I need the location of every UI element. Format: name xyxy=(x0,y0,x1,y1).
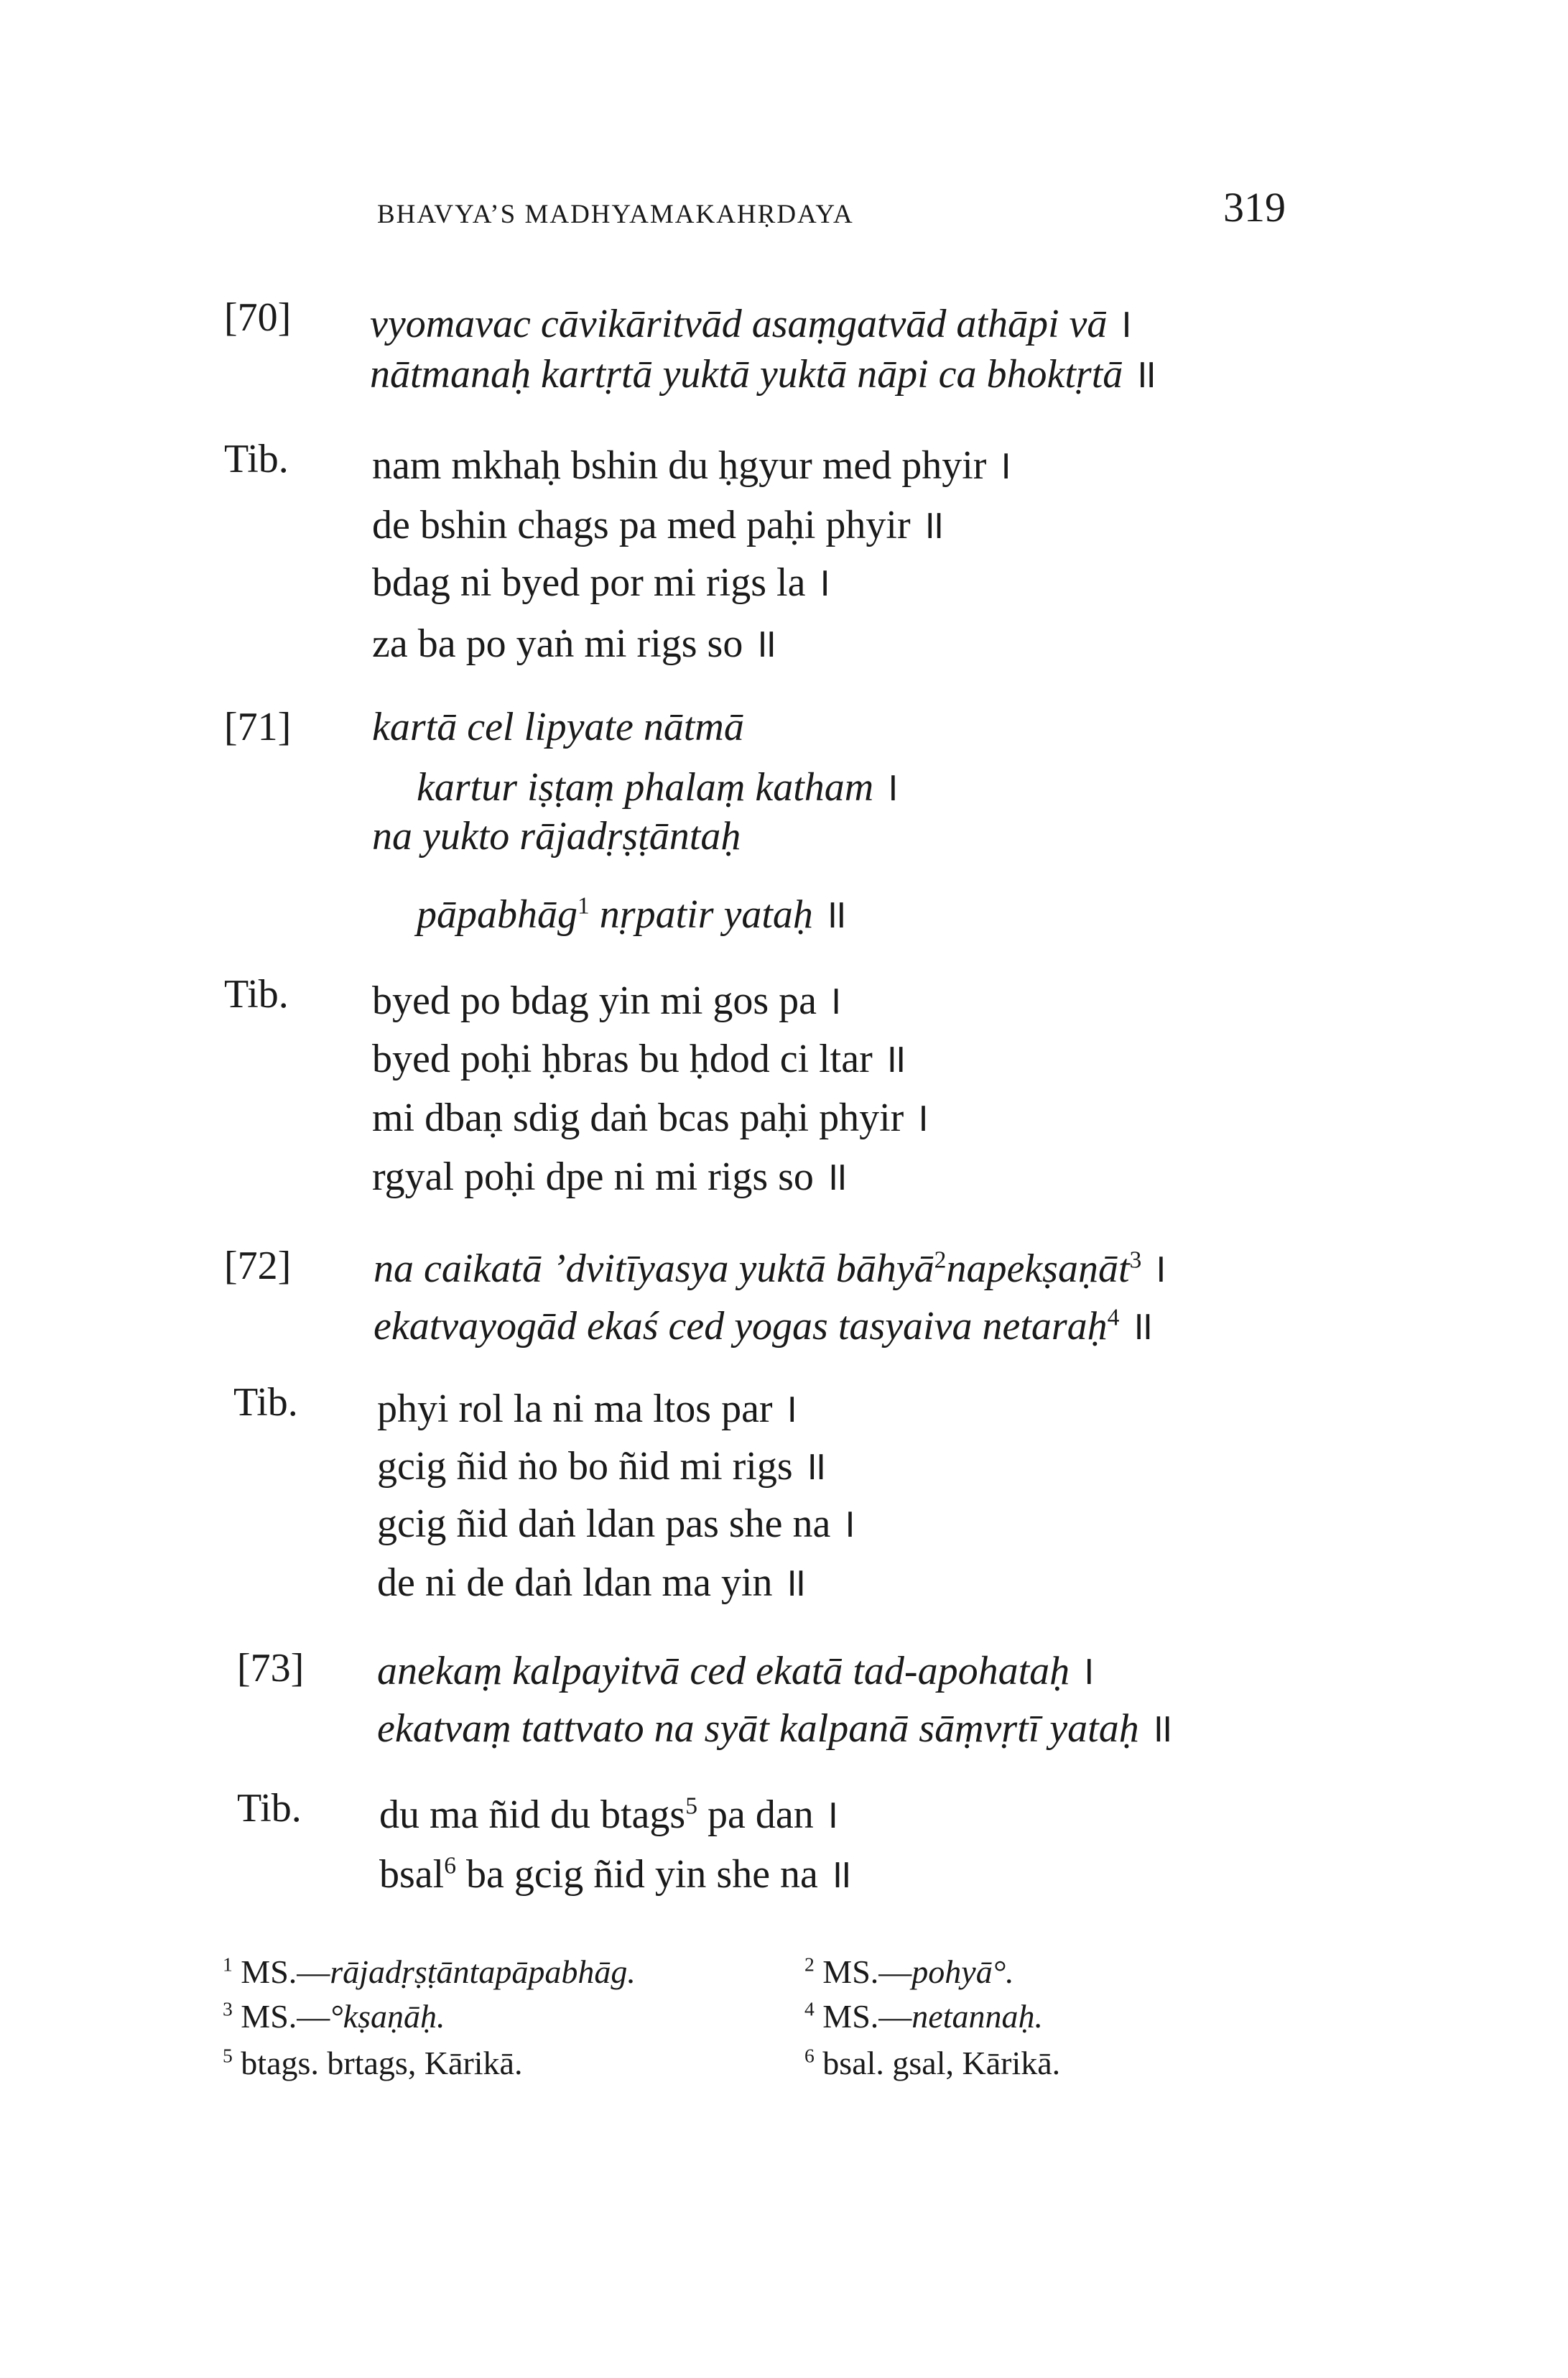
tibetan-line: bdag ni byed por mi rigs la । xyxy=(372,560,831,605)
footnote: $^4$ MS.—netannaḥ. xyxy=(804,1997,1043,2035)
sanskrit-line: kartā cel lipyate nātmā xyxy=(372,705,744,749)
tibetan-line: byed po bdag yin mi gos pa । xyxy=(372,979,843,1023)
verse-label: Tib. xyxy=(224,972,289,1017)
sanskrit-line: na yukto rājadṛṣṭāntaḥ xyxy=(372,814,741,859)
tibetan-line: de ni de daṅ ldan ma yin ॥ xyxy=(377,1560,807,1605)
tibetan-line: phyi rol la ni ma ltos par । xyxy=(377,1387,798,1431)
sanskrit-line: ekatvaṃ tattvato na syāt kalpanā sāṃvṛtī yataḥ ॥ xyxy=(377,1706,1174,1751)
tibetan-line: nam mkhaḥ bshin du ḥgyur med phyir । xyxy=(372,443,1012,488)
tibetan-line: gcig ñid ṅo bo ñid mi rigs ॥ xyxy=(377,1444,827,1489)
tibetan-line: za ba po yaṅ mi rigs so ॥ xyxy=(372,621,777,666)
footnote: $^5$ btags. brtags, Kārikā. xyxy=(223,2044,523,2081)
sanskrit-line: na caikatā ’dvitīyasya yuktā bāhyā$^2$napekṣaṇāt$^3$ । xyxy=(374,1246,1167,1291)
footnote: $^1$ MS.—rājadṛṣṭāntapāpabhāg. xyxy=(223,1953,636,1990)
footnote: $^3$ MS.—°kṣaṇāḥ. xyxy=(223,1997,445,2035)
tibetan-line: du ma ñid du btags$^5$ pa dan । xyxy=(379,1792,839,1837)
running-title: BHAVYA’S MADHYAMAKAHṚDAYA xyxy=(377,200,854,229)
tibetan-line: rgyal poḥi dpe ni mi rigs so ॥ xyxy=(372,1155,848,1199)
verse-label: [70] xyxy=(224,295,292,340)
tibetan-line: byed poḥi ḥbras bu ḥdod ci ltar ॥ xyxy=(372,1037,907,1081)
tibetan-line: mi dbaṇ sdig daṅ bcas paḥi phyir । xyxy=(372,1096,929,1140)
page-number: 319 xyxy=(1223,184,1286,231)
tibetan-line: gcig ñid daṅ ldan pas she na । xyxy=(377,1502,856,1546)
verse-label: [72] xyxy=(224,1244,292,1288)
tibetan-line: de bshin chags pa med paḥi phyir ॥ xyxy=(372,503,945,547)
verse-label: Tib. xyxy=(237,1786,302,1831)
verse-label: Tib. xyxy=(224,437,289,481)
tibetan-line: bsal$^6$ ba gcig ñid yin she na ॥ xyxy=(379,1852,853,1897)
sanskrit-line: anekaṃ kalpayitvā ced ekatā tad-apohataḥ । xyxy=(377,1649,1095,1693)
verse-label: [73] xyxy=(237,1646,305,1690)
verse-label: [71] xyxy=(224,705,292,749)
sanskrit-line: ekatvayogād ekaś ced yogas tasyaiva netaraḥ$^4$ ॥ xyxy=(374,1304,1154,1348)
verse-label: Tib. xyxy=(233,1380,298,1425)
sanskrit-line: nātmanaḥ kartṛtā yuktā yuktā nāpi ca bhoktṛtā ॥ xyxy=(370,352,1157,397)
footnote: $^2$ MS.—pohyā°. xyxy=(804,1953,1014,1990)
sanskrit-line: vyomavac cāvikāritvād asaṃgatvād athāpi vā । xyxy=(370,302,1133,346)
sanskrit-line: kartur iṣṭaṃ phalaṃ katham । xyxy=(417,765,899,810)
running-header xyxy=(377,183,1286,241)
sanskrit-line: pāpabhāg$^1$ nṛpatir yataḥ ॥ xyxy=(417,892,848,937)
footnote: $^6$ bsal. gsal, Kārikā. xyxy=(804,2044,1061,2081)
